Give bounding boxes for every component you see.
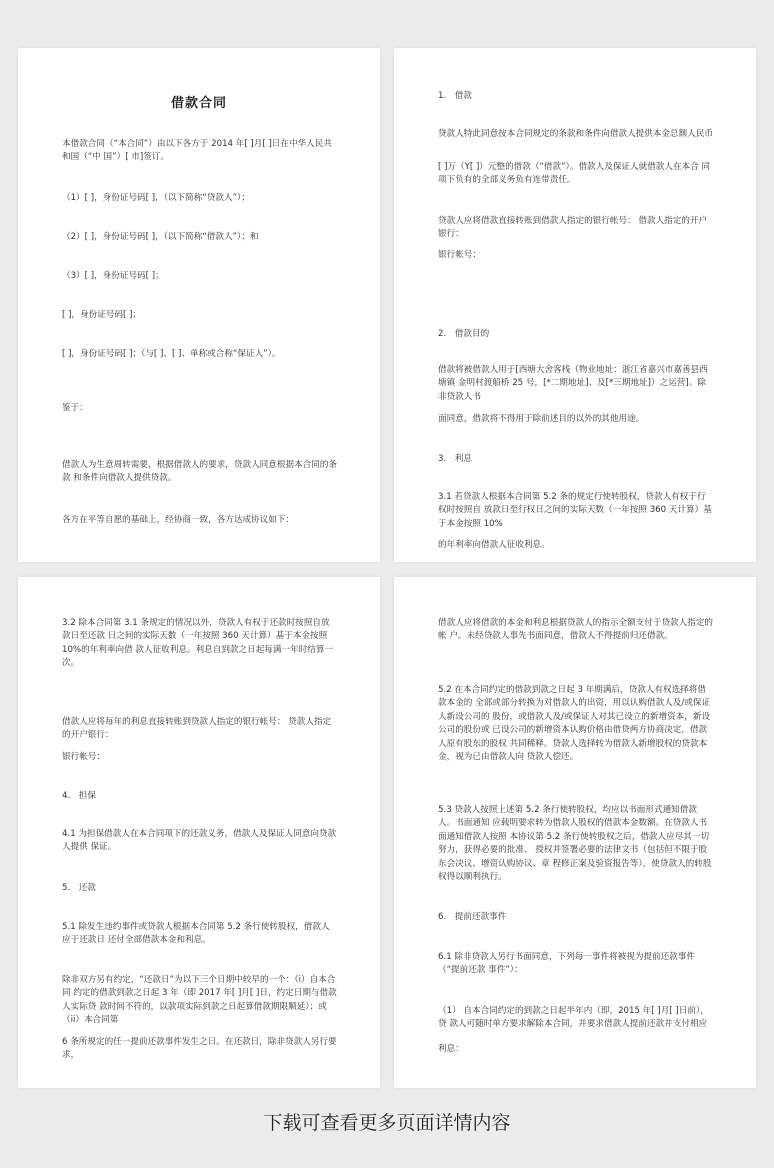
paragraph: 除非双方另有约定，“还款日”为以下三个日期中较早的一个：（i）自本合同 约定的借款到款之日起 3 年（即 2017 年[ ]月[ ]日，约定日期与借款人实际贷 款时间不符的，以款项实际到款之日起算借款期限顺延）；或（ii）本合同第 <box>62 975 337 1026</box>
paragraph: [ ]万（Y[ ]）元整的借款（“借款”）。借款人及保证人就借款人在本合 同项下负有的全部义务负有连带责任。 <box>438 162 711 186</box>
paragraph: （2）[ ]，身份证号码[ ]，（以下简称“借款人”）；和 <box>62 232 259 242</box>
download-more-footer: 下载可查看更多页面详情内容 <box>263 1112 511 1134</box>
section-heading: 2. 借款目的 <box>438 329 490 339</box>
paragraph: 3.2 除本合同第 3.1 条规定的情况以外，贷款人有权于还款时按照自放款日至还款 日之间的实际天数（一年按照 360 天计算）基于本金按照 10%的年利率向借 款人征收利息。利息自到款之日起每满一年时结算一次。 <box>62 618 334 669</box>
paragraph: 鉴于： <box>62 403 88 413</box>
paragraph: 6 条所规定的任一提前还款事件发生之日。在还款日，除非贷款人另行要求， <box>62 1037 337 1061</box>
paragraph: 利息： <box>438 1044 464 1054</box>
document-page-4 <box>394 577 756 1088</box>
section-heading: 4. 担保 <box>62 791 96 801</box>
paragraph: 借款人应将借款的本金和利息根据贷款人的指示全额支付于贷款人指定的帐 户。未经贷款人事先书面同意，借款人不得提前归还借款。 <box>438 618 714 642</box>
paragraph: 借款人应将每年的利息直接转账到贷款人指定的银行帐号： 贷款人指定的开户银行： <box>62 717 332 741</box>
section-heading: 6. 提前还款事件 <box>438 912 507 922</box>
paragraph: 6.1 除非贷款人另行书面同意，下列每一事件将被视为提前还款事件（“提前还款 事件”）： <box>438 952 696 976</box>
paragraph: 4.1 为担保借款人在本合同项下的还款义务，借款人及保证人同意向贷款人提供 保证。 <box>62 829 337 853</box>
paragraph: （3）[ ]，身份证号码[ ]； <box>62 271 164 281</box>
document-page-1 <box>18 48 380 562</box>
paragraph: 银行帐号： <box>438 250 481 260</box>
paragraph: 本借款合同（“本合同”）由以下各方于 2014 年[ ]月[ ]日在中华人民共和国（“中 国”）[ 市]签订。 <box>62 139 332 163</box>
paragraph: （1） 自本合同约定的到款之日起半年内（即，2015 年[ ]月[ ]日前），贷 款人可随时单方要求解除本合同，并要求借款人提前还款并支付相应 <box>438 1006 709 1030</box>
section-heading: 1. 借款 <box>438 91 472 101</box>
paragraph: 5.1 除发生违约事件或贷款人根据本合同第 5.2 条行使转股权，借款人应于还款日 还付全部借款本金和利息。 <box>62 922 330 946</box>
paragraph: 5.2 在本合同约定的借款到款之日起 3 年期满后，贷款人有权选择将借款本金的 全部或部分转换为对借款人的出资，用以认购借款人及/或保证人新设公司的 股份，或借款人及/或保证人对其已设立的新增资本，新设公司的股份或 已设公司的新增资本认购价格由借贷两方协商决定，借款人原有股东的股权 共同稀释。贷款人选择转为借款人新增股权的贷款本金，视为已由借款人向 贷款人偿还。 <box>438 685 711 763</box>
paragraph: 借款将被借款人用于[西塘大舍客栈（物业地址：浙江省嘉兴市嘉善县西塘镇 金明村渡船桥 25 号，[*二期地址]、及[*三期地址]）之运营]。除非贷款人书 <box>438 365 708 402</box>
paragraph: 面同意，借款将不得用于除前述目的以外的其他用途。 <box>438 414 645 424</box>
paragraph: 5.3 贷款人按照上述第 5.2 条行使转股权，均应以书面形式通知借款人。书面通知 应载明要求转为借款人股权的借款本金数额。在贷款人书面通知借款人按照 本协议第 5.2 条行使转股权之后，借款人应尽其一切努力，获得必要的批准、 授权并签署必要的法律文书（包括但不限于股东会决议、增资认购协议、章 程修正案及验资报告等），使贷款人的转股权得以顺利执行。 <box>438 805 712 883</box>
paragraph: [ ]，身份证号码[ ]； <box>62 310 142 320</box>
paragraph: 贷款人特此同意按本合同规定的条款和条件向借款人提供本金总额人民币 <box>438 129 714 139</box>
section-heading: 5. 还款 <box>62 883 96 893</box>
paragraph: [ ]，身份证号码[ ]；（与[ ]、[ ]、单称或合称“保证人”）。 <box>62 349 281 359</box>
document-page-3 <box>18 577 380 1088</box>
paragraph: 3.1 若贷款人根据本合同第 5.2 条的规定行使转股权，贷款人有权于行权时按照自 放款日至行权日之间的实际天数（一年按照 360 天计算）基于本金按照 10% <box>438 492 712 529</box>
paragraph: 借款人为生意周转需要，根据借款人的要求，贷款人同意根据本合同的条款 和条件向借款人提供贷款。 <box>62 460 338 484</box>
document-page-2 <box>394 48 756 562</box>
contract-title: 借款合同 <box>170 96 227 111</box>
paragraph: 各方在平等自愿的基础上，经协商一致，各方达成协议如下： <box>62 515 295 525</box>
paragraph: 银行帐号： <box>62 752 105 762</box>
paragraph: （1）[ ]，身份证号码[ ]，（以下简称“贷款人”）； <box>62 193 250 203</box>
paragraph: 贷款人应将借款直接转账到借款人指定的银行帐号： 借款人指定的开户银行： <box>438 216 708 240</box>
paragraph: 的年利率向借款人征收利息。 <box>438 540 550 550</box>
section-heading: 3. 利息 <box>438 454 472 464</box>
